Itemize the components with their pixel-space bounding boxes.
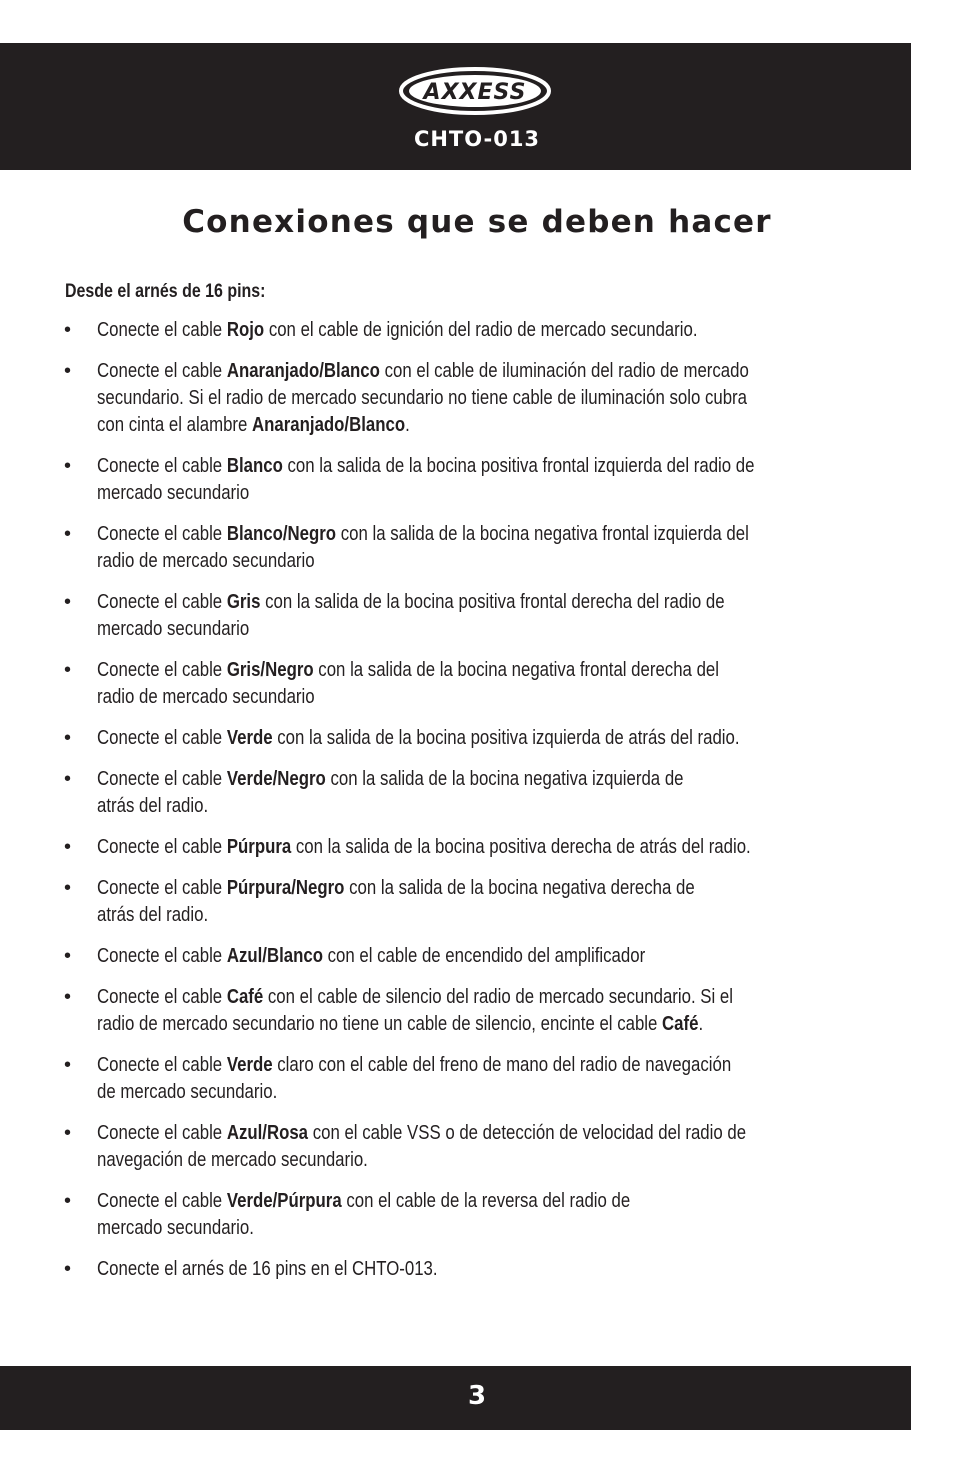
list-item [0,943,954,970]
text-run: Conecte el arnés de 16 pins en el CHTO-013. [97,1258,438,1280]
list-item-text [97,1256,887,1283]
text-line [97,834,887,861]
list-item-text [97,943,887,970]
bullet-icon: • [64,1258,72,1280]
text-run: Conecte el cable [97,1190,227,1212]
page-title: Conexiones que se deben hacer [182,204,772,240]
list-item [0,589,954,643]
bullet-icon: • [64,659,72,681]
text-run: radio de mercado secundario [97,550,315,572]
list-item-text [97,875,887,929]
text-run: radio de mercado secundario no tiene un cable de silencio, encinte el cable [97,1013,663,1035]
text-run: radio de mercado secundario [97,686,315,708]
list-item-text [97,1052,887,1106]
text-line [97,358,887,385]
list-item [0,1188,954,1242]
text-run: Conecte el cable [97,945,227,967]
list-item [0,766,954,820]
list-item-text [97,358,887,439]
text-line [97,793,887,820]
bullet-icon: • [64,1122,72,1144]
text-run: con la salida de la bocina positiva izquierda de atrás del radio. [272,727,740,749]
cable-color: Azul/Blanco [226,945,323,967]
list-item [0,984,954,1038]
text-line [97,548,887,575]
text-line [97,1011,887,1038]
text-run: con el cable de ignición del radio de mercado secundario. [264,319,698,341]
text-run: de mercado secundario. [97,1081,278,1103]
list-item-text [97,834,887,861]
text-line [97,1079,887,1106]
text-run: Conecte el cable [97,986,227,1008]
text-line [97,589,887,616]
text-line [97,1215,887,1242]
list-item [0,875,954,929]
svg-text:AXXESS: AXXESS [423,80,527,105]
text-line [97,766,887,793]
list-item [0,453,954,507]
bullet-icon: • [64,455,72,477]
text-line [97,1120,887,1147]
text-run: con el cable de la reversa del radio de [341,1190,631,1212]
bullet-icon: • [64,319,72,341]
text-run: atrás del radio. [97,904,209,926]
text-line [97,725,887,752]
text-run: con la salida de la bocina negativa frontal derecha del [313,659,719,681]
bullet-icon: • [64,1054,72,1076]
text-line [97,453,887,480]
cable-color: Púrpura/Negro [226,877,345,899]
bullet-icon: • [64,1190,72,1212]
list-item [0,521,954,575]
text-line [97,317,887,344]
text-run: con la salida de la bocina negativa izquierda de [325,768,684,790]
page-number: 3 [467,1381,487,1411]
section-heading: Desde el arnés de 16 pins: [65,281,266,302]
list-item [0,725,954,752]
text-run: Conecte el cable [97,768,227,790]
text-run: Conecte el cable [97,877,227,899]
list-item-text [97,453,887,507]
list-item-text [97,1120,887,1174]
text-run: con la salida de la bocina positiva derecha de atrás del radio. [291,836,751,858]
list-item [0,358,954,439]
bullet-icon: • [64,591,72,613]
text-run: Conecte el cable [97,836,227,858]
text-run: Conecte el cable [97,1054,227,1076]
bullet-icon: • [64,768,72,790]
bullet-icon: • [64,836,72,858]
bullet-icon: • [64,986,72,1008]
text-line [97,684,887,711]
text-run: con el cable de silencio del radio de mercado secundario. Si el [263,986,733,1008]
cable-color: Café [226,986,264,1008]
text-run: con el cable de iluminación del radio de mercado [379,360,749,382]
list-item-text [97,984,887,1038]
text-line [97,1052,887,1079]
text-run: con la salida de la bocina positiva frontal derecha del radio de [260,591,725,613]
text-run: Conecte el cable [97,455,227,477]
text-line [97,480,887,507]
text-line [97,385,887,412]
text-run: mercado secundario [97,482,250,504]
text-run: con el cable VSS o de detección de velocidad del radio de [308,1122,747,1144]
text-line [97,943,887,970]
text-run: . [698,1013,704,1035]
text-run: navegación de mercado secundario. [97,1149,368,1171]
bullet-icon: • [64,727,72,749]
cable-color: Verde [226,727,273,749]
bullet-icon: • [64,877,72,899]
text-run: secundario. Si el radio de mercado secundario no tiene cable de iluminación solo cubra [97,387,748,409]
list-item-text [97,766,887,820]
cable-color: Verde/Púrpura [226,1190,342,1212]
text-line [97,412,887,439]
cable-color: Anaranjado/Blanco [252,414,406,436]
text-run: Conecte el cable [97,1122,227,1144]
list-item [0,834,954,861]
text-run: con el cable de encendido del amplificador [322,945,646,967]
text-run: Conecte el cable [97,319,227,341]
cable-color: Blanco [226,455,283,477]
text-run: Conecte el cable [97,591,227,613]
text-line [97,984,887,1011]
text-run: Conecte el cable [97,360,227,382]
axxess-logo-icon [398,66,552,116]
list-item-text [97,521,887,575]
bullet-icon: • [64,945,72,967]
text-run: . [405,414,410,436]
list-item-text [97,725,887,752]
list-item [0,317,954,344]
cable-color: Gris/Negro [226,659,314,681]
list-item [0,1120,954,1174]
cable-color: Blanco/Negro [226,523,337,545]
text-line [97,875,887,902]
text-run: mercado secundario. [97,1217,254,1239]
text-run: con la salida de la bocina negativa derecha de [344,877,695,899]
list-item-text [97,657,887,711]
cable-color: Púrpura [226,836,292,858]
text-line [97,521,887,548]
cable-color: Verde/Negro [226,768,326,790]
list-item-text [97,1188,887,1242]
part-number: CHTO-013 [413,127,541,151]
text-line [97,616,887,643]
cable-color: Gris [226,591,261,613]
list-item-text [97,317,887,344]
list-item-text [97,589,887,643]
text-run: Conecte el cable [97,523,227,545]
cable-color: Azul/Rosa [226,1122,309,1144]
cable-color: Verde [226,1054,273,1076]
list-item [0,657,954,711]
cable-color: Anaranjado/Blanco [226,360,380,382]
text-line [97,1188,887,1215]
cable-color: Rojo [226,319,265,341]
connection-list [0,317,954,1297]
text-run: Conecte el cable [97,659,227,681]
bullet-icon: • [64,360,72,382]
text-run: con cinta el alambre [97,414,253,436]
text-run: mercado secundario [97,618,250,640]
text-run: con la salida de la bocina negativa frontal izquierda del [336,523,749,545]
list-item [0,1052,954,1106]
text-run: claro con el cable del freno de mano del radio de navegación [272,1054,732,1076]
text-run: con la salida de la bocina positiva frontal izquierda del radio de [282,455,755,477]
text-line [97,657,887,684]
cable-color: Café [662,1013,699,1035]
bullet-icon: • [64,523,72,545]
text-run: Conecte el cable [97,727,227,749]
text-line [97,1147,887,1174]
text-line [97,902,887,929]
text-run: atrás del radio. [97,795,209,817]
text-line [97,1256,887,1283]
list-item [0,1256,954,1283]
